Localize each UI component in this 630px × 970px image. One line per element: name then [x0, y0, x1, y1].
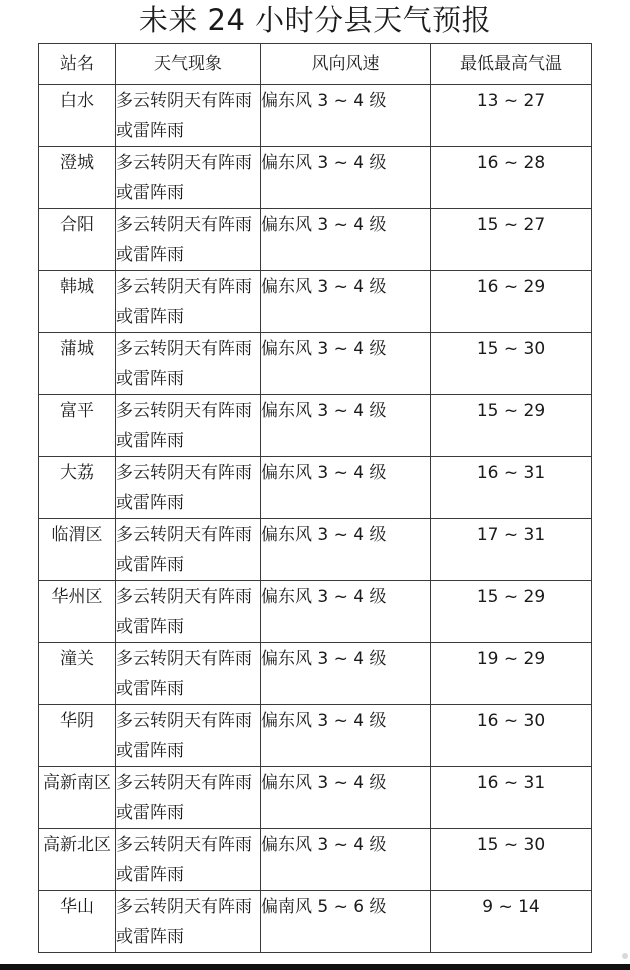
weather-cell: 多云转阴天有阵雨或雷阵雨 — [116, 209, 261, 271]
weather-cell: 多云转阴天有阵雨或雷阵雨 — [116, 767, 261, 829]
station-cell: 华阴 — [39, 705, 116, 767]
wind-cell: 偏东风 3 ~ 4 级 — [261, 581, 431, 643]
temperature-cell: 16 ~ 30 — [431, 705, 592, 767]
wind-cell: 偏东风 3 ~ 4 级 — [261, 209, 431, 271]
wind-cell: 偏东风 3 ~ 4 级 — [261, 767, 431, 829]
station-cell: 潼关 — [39, 643, 116, 705]
temperature-cell: 16 ~ 31 — [431, 767, 592, 829]
wind-cell: 偏东风 3 ~ 4 级 — [261, 519, 431, 581]
column-header-temperature: 最低最高气温 — [431, 44, 592, 85]
temperature-cell: 16 ~ 29 — [431, 271, 592, 333]
temperature-cell: 15 ~ 30 — [431, 333, 592, 395]
temperature-cell: 9 ~ 14 — [431, 891, 592, 953]
weather-cell: 多云转阴天有阵雨或雷阵雨 — [116, 271, 261, 333]
weather-cell: 多云转阴天有阵雨或雷阵雨 — [116, 829, 261, 891]
table-row — [39, 395, 592, 457]
station-cell: 华州区 — [39, 581, 116, 643]
temperature-cell: 15 ~ 29 — [431, 395, 592, 457]
table-row — [39, 147, 592, 209]
temperature-cell: 15 ~ 30 — [431, 829, 592, 891]
weather-cell: 多云转阴天有阵雨或雷阵雨 — [116, 581, 261, 643]
wind-cell: 偏东风 3 ~ 4 级 — [261, 457, 431, 519]
table-row — [39, 333, 592, 395]
weather-cell: 多云转阴天有阵雨或雷阵雨 — [116, 705, 261, 767]
wind-cell: 偏东风 3 ~ 4 级 — [261, 147, 431, 209]
table-row — [39, 643, 592, 705]
wind-cell: 偏南风 5 ~ 6 级 — [261, 891, 431, 953]
corner-dot-icon — [622, 953, 628, 959]
wind-cell: 偏东风 3 ~ 4 级 — [261, 395, 431, 457]
temperature-cell: 19 ~ 29 — [431, 643, 592, 705]
wind-cell: 偏东风 3 ~ 4 级 — [261, 705, 431, 767]
station-cell: 高新南区 — [39, 767, 116, 829]
table-row — [39, 271, 592, 333]
weather-cell: 多云转阴天有阵雨或雷阵雨 — [116, 147, 261, 209]
wind-cell: 偏东风 3 ~ 4 级 — [261, 333, 431, 395]
wind-cell: 偏东风 3 ~ 4 级 — [261, 85, 431, 147]
table-row — [39, 891, 592, 953]
table-row — [39, 581, 592, 643]
table-row — [39, 519, 592, 581]
forecast-table — [38, 43, 592, 953]
wind-cell: 偏东风 3 ~ 4 级 — [261, 271, 431, 333]
table-body — [39, 85, 592, 953]
table-row — [39, 209, 592, 271]
station-cell: 临渭区 — [39, 519, 116, 581]
weather-cell: 多云转阴天有阵雨或雷阵雨 — [116, 395, 261, 457]
table-row — [39, 705, 592, 767]
weather-cell: 多云转阴天有阵雨或雷阵雨 — [116, 333, 261, 395]
wind-cell: 偏东风 3 ~ 4 级 — [261, 829, 431, 891]
column-header-wind: 风向风速 — [261, 44, 431, 85]
station-cell: 白水 — [39, 85, 116, 147]
wind-cell: 偏东风 3 ~ 4 级 — [261, 643, 431, 705]
weather-cell: 多云转阴天有阵雨或雷阵雨 — [116, 519, 261, 581]
station-cell: 澄城 — [39, 147, 116, 209]
bottom-edge-bar — [0, 964, 630, 970]
station-cell: 韩城 — [39, 271, 116, 333]
column-header-station: 站名 — [39, 44, 116, 85]
weather-cell: 多云转阴天有阵雨或雷阵雨 — [116, 891, 261, 953]
temperature-cell: 13 ~ 27 — [431, 85, 592, 147]
weather-cell: 多云转阴天有阵雨或雷阵雨 — [116, 457, 261, 519]
temperature-cell: 16 ~ 28 — [431, 147, 592, 209]
table-row — [39, 457, 592, 519]
station-cell: 华山 — [39, 891, 116, 953]
station-cell: 蒲城 — [39, 333, 116, 395]
temperature-cell: 15 ~ 27 — [431, 209, 592, 271]
station-cell: 合阳 — [39, 209, 116, 271]
station-cell: 高新北区 — [39, 829, 116, 891]
temperature-cell: 16 ~ 31 — [431, 457, 592, 519]
column-header-weather: 天气现象 — [116, 44, 261, 85]
temperature-cell: 17 ~ 31 — [431, 519, 592, 581]
weather-cell: 多云转阴天有阵雨或雷阵雨 — [116, 643, 261, 705]
table-row — [39, 767, 592, 829]
page-title: 未来 24 小时分县天气预报 — [138, 3, 492, 37]
table-row — [39, 829, 592, 891]
station-cell: 富平 — [39, 395, 116, 457]
table-row — [39, 85, 592, 147]
temperature-cell: 15 ~ 29 — [431, 581, 592, 643]
table-header-row — [39, 44, 592, 85]
station-cell: 大荔 — [39, 457, 116, 519]
weather-cell: 多云转阴天有阵雨或雷阵雨 — [116, 85, 261, 147]
